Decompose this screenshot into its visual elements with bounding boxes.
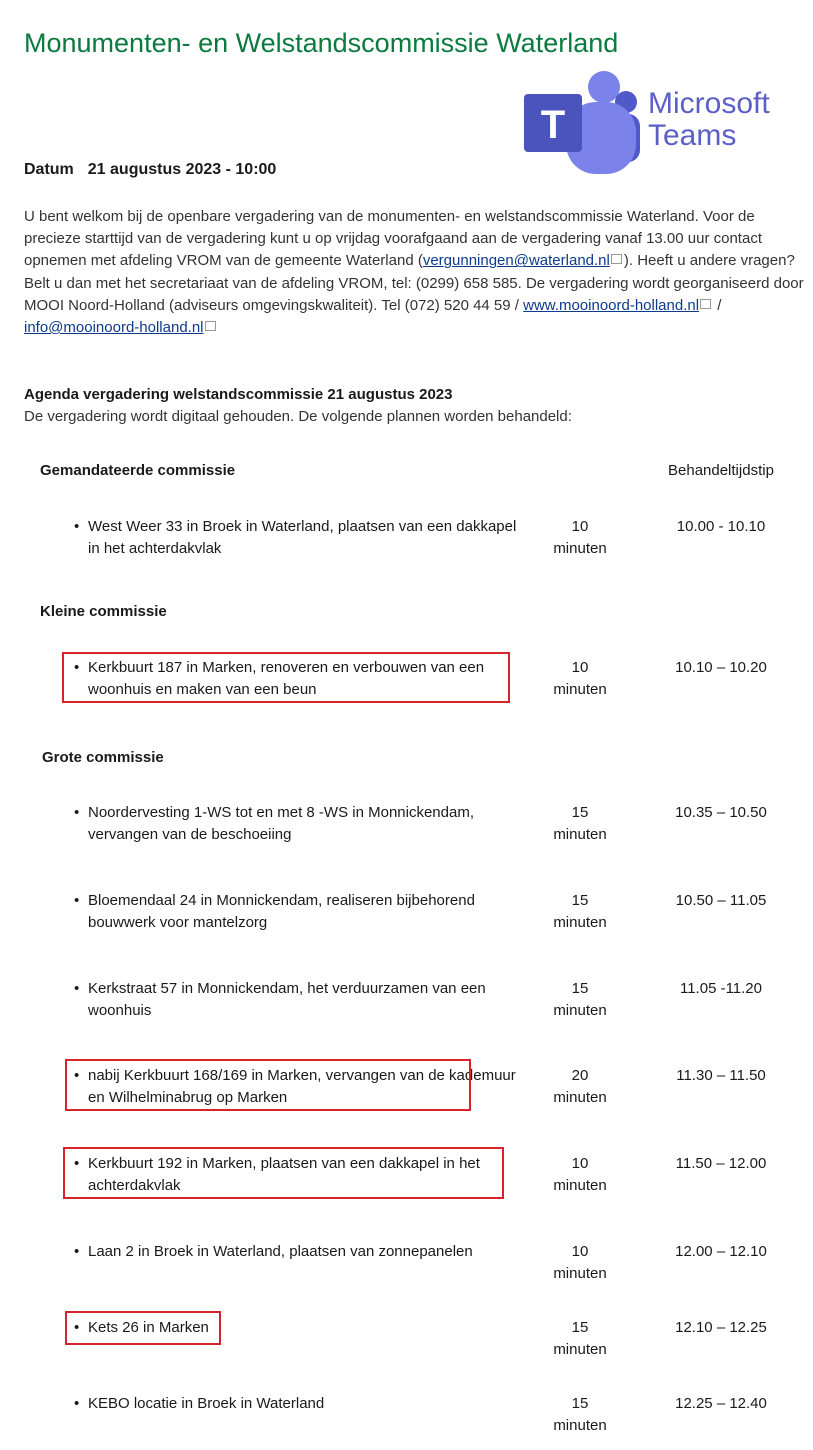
date-value: 21 augustus 2023 - 10:00 bbox=[87, 161, 277, 178]
teams-wordmark: Microsoft Teams bbox=[648, 87, 770, 152]
agenda-item: • Kets 26 in Marken 15 minuten 12.10 – 12.25 bbox=[74, 1319, 767, 1359]
agenda-item: • Kerkbuurt 192 in Marken, plaatsen van een dakkapel in het achterdakvlak 10 minuten 11.50 – 12.00 bbox=[74, 1155, 767, 1195]
page-title: Monumenten- en Welstandscommissie Waterland bbox=[24, 28, 619, 59]
section-grote: Grote commissie bbox=[42, 749, 164, 766]
agenda-item: • Kerkstraat 57 in Monnickendam, het verduurzamen van een woonhuis 15 minuten 11.05 -11.20 bbox=[74, 980, 762, 1020]
highlight-box bbox=[65, 1059, 471, 1111]
agenda-item: • Laan 2 in Broek in Waterland, plaatsen van zonnepanelen 10 minuten 12.00 – 12.10 bbox=[74, 1243, 767, 1283]
agenda-subtitle: De vergadering wordt digitaal gehouden. De volgende plannen worden behandeld: bbox=[24, 408, 572, 425]
agenda-item: • Bloemendaal 24 in Monnickendam, realiseren bijbehorend bouwwerk voor mantelzorg 15 minuten 10.50 – 11.05 bbox=[74, 892, 767, 932]
column-header-time: Behandeltijdstip bbox=[668, 462, 774, 479]
microsoft-teams-logo bbox=[520, 68, 795, 176]
email-info-link[interactable]: info@mooinoord-holland.nl bbox=[24, 319, 204, 337]
agenda-item: • West Weer 33 in Broek in Waterland, plaatsen van een dakkapel in het achterdakvlak 10 minuten 10.00 - 10.10 bbox=[74, 518, 766, 558]
mooi-website-link[interactable]: www.mooinoord-holland.nl bbox=[523, 296, 700, 314]
agenda-item: • nabij Kerkbuurt 168/169 in Marken, vervangen van de kademuur en Wilhelminabrug op Marken 20 minuten 11.30 – 11.50 bbox=[74, 1067, 766, 1107]
highlight-box bbox=[63, 1147, 504, 1199]
agenda-title: Agenda vergadering welstandscommissie 21 augustus 2023 bbox=[24, 386, 453, 403]
email-vergunningen-link[interactable]: vergunningen@waterland.nl bbox=[422, 252, 610, 270]
teams-icon bbox=[520, 68, 645, 176]
svg-text:T: T bbox=[540, 103, 566, 147]
meeting-date bbox=[24, 161, 276, 179]
date-label: Datum bbox=[24, 161, 74, 178]
highlight-box bbox=[62, 652, 510, 703]
intro-paragraph: U bent welkom bij de openbare vergadering van de monumenten- en welstandscommissie Waterland. Voor de precieze starttijd van de vergadering kunt u op vrijdag voorafgaand aan de vergadering vanaf 13.00 uur contact opnemen met afdeling VROM van de gemeente Waterland (vergunningen@waterland.nl ). Heeft u andere vragen? Belt u dan met het secretariaat van de afdeling VROM, tel: (0299) 658 585. De vergadering wordt georganiseerd door MOOI Noord-Holland (adviseurs omgevingskwaliteit). Tel (072) 520 44 59 / www.mooinoord-holland.nl / info@mooinoord-holland.nl bbox=[24, 208, 804, 337]
agenda-item: • Kerkbuurt 187 in Marken, renoveren en verbouwen van een woonhuis en maken van een beun 10 minuten 10.10 – 10.20 bbox=[74, 659, 767, 699]
agenda-item: • Noordervesting 1-WS tot en met 8 -WS in Monnickendam, vervangen van de beschoeiing 15 minuten 10.35 – 10.50 bbox=[74, 804, 767, 844]
external-link-icon bbox=[700, 299, 711, 309]
highlight-box bbox=[65, 1311, 221, 1345]
agenda-item: • KEBO locatie in Broek in Waterland 15 minuten 12.25 – 12.40 bbox=[74, 1395, 767, 1435]
mail-icon bbox=[205, 321, 216, 331]
section-kleine: Kleine commissie bbox=[40, 603, 167, 620]
mail-icon bbox=[611, 254, 622, 264]
section-gemandateerde: Gemandateerde commissie bbox=[40, 462, 236, 479]
